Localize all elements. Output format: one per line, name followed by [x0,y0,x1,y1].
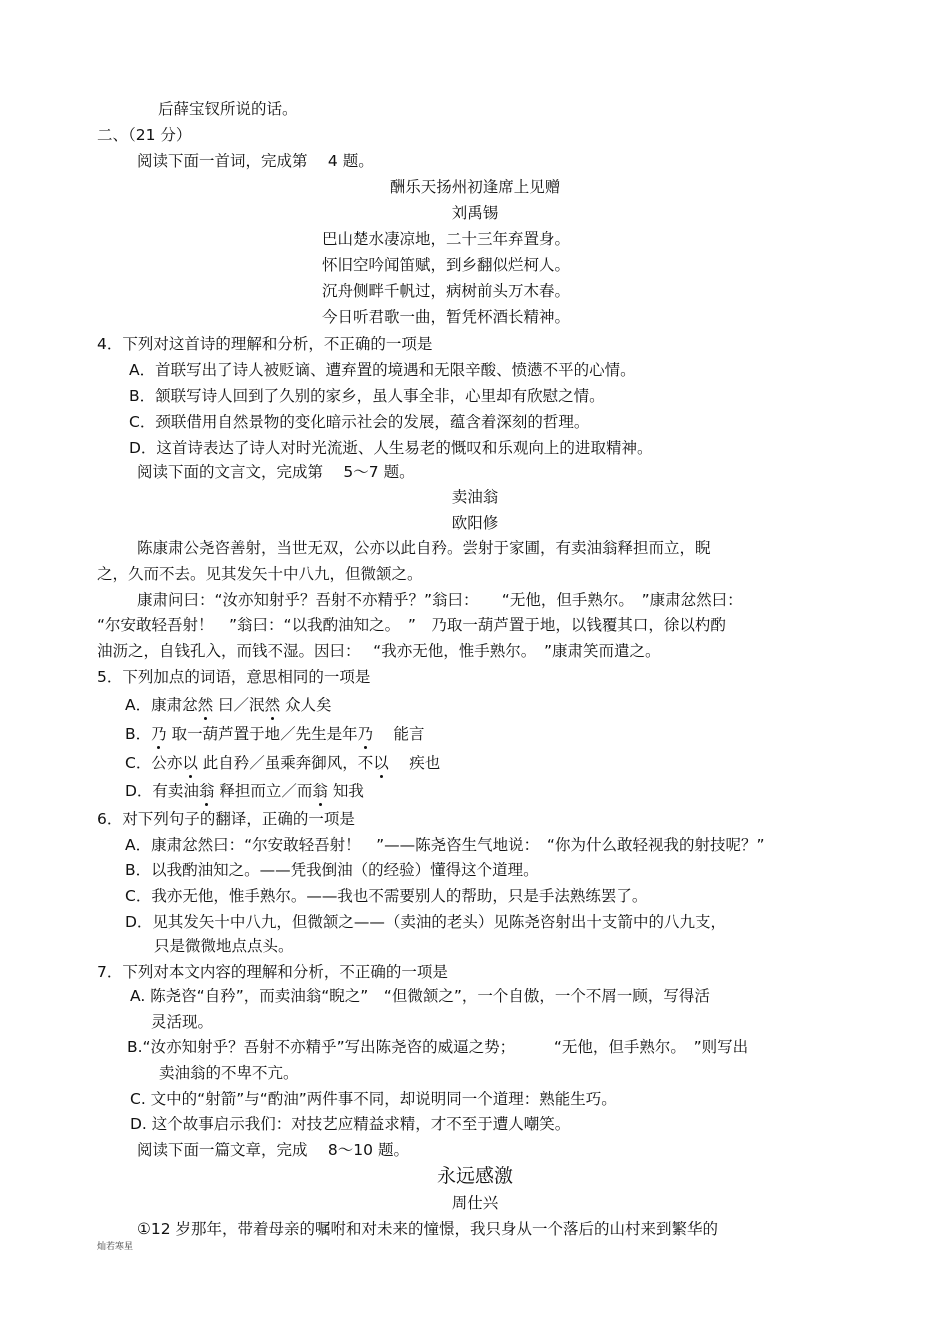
option-b [125,724,425,744]
option-text: 取一葫芦置于地／先生是年 [166,725,358,743]
text-line: 后薛宝钗所说的话。 [158,100,298,118]
article-title: 永远感激 [436,1165,513,1187]
option-d: D．见其发矢十中八九，但微颔之——（卖油的老头）见陈尧咨射出十支箭中的八九支， [125,913,726,931]
option-text: D．有卖油 [125,782,199,800]
option-b: B.“汝亦知射乎？吾射不亦精乎”写出陈尧咨的威逼之势； “无他，但手熟尔。 ”则写出 [127,1038,749,1056]
question-4: 4．下列对这首诗的理解和分析，不正确的一项是 [97,335,433,353]
option-d: D．这首诗表达了诗人对时光流逝、人生易老的慨叹和乐观向上的进取精神。 [129,439,653,457]
option-text: A．康肃忿 [125,696,198,714]
option-a: A．首联写出了诗人被贬谪、遭弃置的境遇和无限辛酸、愤懑不平的心情。 [129,361,636,379]
option-d: D. 这个故事启示我们：对技艺应精益求精，才不至于遭人嘲笑。 [130,1115,571,1133]
poem-line: 沉舟侧畔千帆过，病树前头万木春。 [322,282,571,300]
option-c [125,753,440,773]
option-c: C．颈联借用自然景物的变化暗示社会的发展，蕴含着深刻的哲理。 [129,413,590,431]
question-5: 5．下列加点的词语，意思相同的一项是 [97,668,371,686]
question-6: 6．对下列句子的翻译，正确的一项是 [97,810,355,828]
option-b: B．颔联写诗人回到了久别的家乡，虽人事全非，心里却有欣慰之情。 [129,387,605,405]
option-c: C．我亦无他，惟手熟尔。——我也不需要别人的帮助，只是手法熟练罢了。 [125,887,648,905]
footer-watermark: 灿若寒星 [97,1242,134,1252]
essay-title: 卖油翁 [451,488,499,506]
paragraph-line: 油沥之，自钱孔入，而钱不湿。因曰： “我亦无他，惟手熟尔。 ”康肃笑而遣之。 [97,642,661,660]
poem-line: 巴山楚水凄凉地，二十三年弃置身。 [322,230,571,248]
instruction-line: 阅读下面的文言文，完成第 5～7 题。 [137,463,415,481]
option-text: 曰／泯 [213,696,265,714]
paragraph-line: 之，久而不去。见其发矢十中八九，但微颔之。 [97,565,423,583]
option-text: 释担而立／而 [214,782,313,800]
dotted-word: 乃 [357,725,374,743]
instruction-line: 阅读下面一首词，完成第 4 题。 [137,152,374,170]
poem-line: 怀旧空吟闻笛赋，到乡翻似烂柯人。 [322,256,571,274]
dotted-word: 翁 [198,782,215,800]
poem-line: 今日听君歌一曲，暂凭杯酒长精神。 [322,308,571,326]
option-d [125,781,364,801]
dotted-word: 以 [373,754,389,772]
option-text: 能言 [373,725,425,743]
question-7: 7．下列对本文内容的理解和分析，不正确的一项是 [97,963,448,981]
dotted-word: 然 [264,696,281,714]
option-text: 疾也 [388,754,441,772]
dotted-word: 乃 [151,725,167,743]
option-text: 知我 [327,782,364,800]
paragraph-line: “尔安敢轻吾射！ ”翁曰：“以我酌油知之。 ” 乃取一葫芦置于地，以钱覆其口，徐以杓酌 [97,616,726,634]
essay-author: 欧阳修 [451,514,499,532]
article-author: 周仕兴 [451,1194,499,1212]
option-text: C．公亦 [125,754,183,772]
option-a-cont: 灵活现。 [151,1013,214,1031]
poem-author: 刘禹锡 [451,204,499,222]
option-d-cont: 只是微微地点点头。 [154,937,294,955]
option-a: A．康肃忿然曰：“尔安敢轻吾射！ ”——陈尧咨生气地说： “你为什么敢轻视我的射技呢？” [125,836,765,854]
paragraph-line: ①12 岁那年，带着母亲的嘱咐和对未来的憧憬，我只身从一个落后的山村来到繁华的 [137,1220,719,1238]
option-a: A. 陈尧咨“自矜”，而卖油翁“睨之” “但微颔之”，一个自傲，一个不屑一顾，写得活 [130,987,710,1005]
paragraph-line: 陈康肃公尧咨善射，当世无双，公亦以此自矜。尝射于家圃，有卖油翁释担而立，睨 [137,539,711,557]
dotted-word: 然 [197,696,214,714]
dotted-word: 以 [182,754,198,772]
option-a [125,695,332,715]
instruction-line: 阅读下面一篇文章，完成 8～10 题。 [137,1141,409,1159]
paragraph-line: 康肃问曰：“汝亦知射乎？吾射不亦精乎？”翁曰： “无他，但手熟尔。 ”康肃忿然曰： [137,591,743,609]
option-text: B． [125,725,152,743]
option-text: 众人矣 [280,696,332,714]
option-b-cont: 卖油翁的不卑不亢。 [159,1064,299,1082]
option-c: C. 文中的“射箭”与“酌油”两件事不同，却说明同一个道理：熟能生巧。 [130,1090,617,1108]
option-b: B．以我酌油知之。——凭我倒油（的经验）懂得这个道理。 [125,861,539,879]
poem-title: 酬乐天扬州初逢席上见赠 [389,178,561,196]
option-text: 此自矜／虽乘奔御风，不 [197,754,374,772]
section-heading: 二、（21 分） [97,126,192,144]
dotted-word: 翁 [312,782,328,800]
